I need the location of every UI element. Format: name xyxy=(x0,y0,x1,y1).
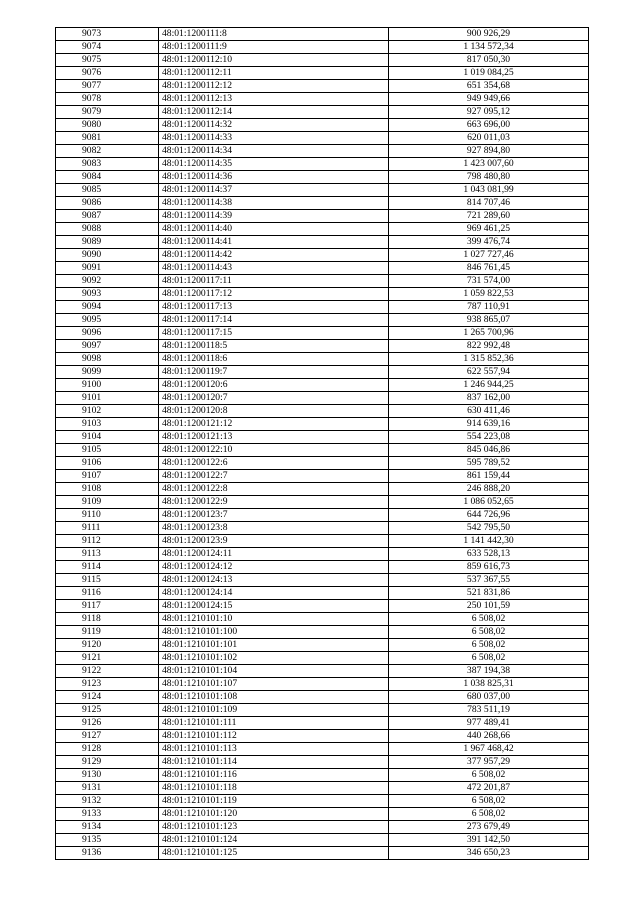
table-row xyxy=(56,327,589,340)
table-row xyxy=(56,197,589,210)
table-row xyxy=(56,158,589,171)
cadastral-number-cell: 48:01:1200123:9 xyxy=(159,535,389,548)
table-row xyxy=(56,600,589,613)
cadastral-number-cell: 48:01:1200111:8 xyxy=(159,28,389,41)
row-number-cell: 9120 xyxy=(56,639,159,652)
cadastral-value-cell: 1 315 852,36 xyxy=(389,353,589,366)
row-number-cell: 9111 xyxy=(56,522,159,535)
cadastral-number-cell: 48:01:1200114:41 xyxy=(159,236,389,249)
table-row xyxy=(56,522,589,535)
table-row xyxy=(56,769,589,782)
row-number-cell: 9136 xyxy=(56,847,159,860)
row-number-cell: 9074 xyxy=(56,41,159,54)
cadastral-value-cell: 595 789,52 xyxy=(389,457,589,470)
cadastral-value-cell: 969 461,25 xyxy=(389,223,589,236)
cadastral-number-cell: 48:01:1210101:125 xyxy=(159,847,389,860)
cadastral-number-cell: 48:01:1200124:14 xyxy=(159,587,389,600)
cadastral-value-cell: 630 411,46 xyxy=(389,405,589,418)
cadastral-number-cell: 48:01:1200114:40 xyxy=(159,223,389,236)
cadastral-number-cell: 48:01:1200123:7 xyxy=(159,509,389,522)
row-number-cell: 9076 xyxy=(56,67,159,80)
cadastral-value-cell: 1 038 825,31 xyxy=(389,678,589,691)
row-number-cell: 9115 xyxy=(56,574,159,587)
row-number-cell: 9117 xyxy=(56,600,159,613)
row-number-cell: 9073 xyxy=(56,28,159,41)
row-number-cell: 9092 xyxy=(56,275,159,288)
row-number-cell: 9100 xyxy=(56,379,159,392)
row-number-cell: 9093 xyxy=(56,288,159,301)
cadastral-number-cell: 48:01:1200112:13 xyxy=(159,93,389,106)
cadastral-value-cell: 542 795,50 xyxy=(389,522,589,535)
cadastral-value-cell: 399 476,74 xyxy=(389,236,589,249)
table-row xyxy=(56,535,589,548)
cadastral-value-cell: 783 511,19 xyxy=(389,704,589,717)
row-number-cell: 9087 xyxy=(56,210,159,223)
cadastral-value-cell: 814 707,46 xyxy=(389,197,589,210)
row-number-cell: 9098 xyxy=(56,353,159,366)
table-row xyxy=(56,132,589,145)
row-number-cell: 9126 xyxy=(56,717,159,730)
cadastral-value-cell: 731 574,00 xyxy=(389,275,589,288)
cadastral-number-cell: 48:01:1210101:107 xyxy=(159,678,389,691)
row-number-cell: 9083 xyxy=(56,158,159,171)
table-row xyxy=(56,80,589,93)
row-number-cell: 9102 xyxy=(56,405,159,418)
cadastral-number-cell: 48:01:1210101:102 xyxy=(159,652,389,665)
cadastral-number-cell: 48:01:1210101:114 xyxy=(159,756,389,769)
table-row xyxy=(56,626,589,639)
row-number-cell: 9131 xyxy=(56,782,159,795)
row-number-cell: 9101 xyxy=(56,392,159,405)
cadastral-number-cell: 48:01:1210101:119 xyxy=(159,795,389,808)
table-row xyxy=(56,613,589,626)
row-number-cell: 9080 xyxy=(56,119,159,132)
table-row xyxy=(56,353,589,366)
cadastral-value-cell: 651 354,68 xyxy=(389,80,589,93)
cadastral-value-table xyxy=(55,27,589,860)
table-row xyxy=(56,171,589,184)
cadastral-value-cell: 817 050,30 xyxy=(389,54,589,67)
cadastral-number-cell: 48:01:1200122:8 xyxy=(159,483,389,496)
cadastral-number-cell: 48:01:1200112:14 xyxy=(159,106,389,119)
cadastral-value-cell: 377 957,29 xyxy=(389,756,589,769)
row-number-cell: 9119 xyxy=(56,626,159,639)
cadastral-value-cell: 1 019 084,25 xyxy=(389,67,589,80)
cadastral-number-cell: 48:01:1200124:11 xyxy=(159,548,389,561)
table-row xyxy=(56,483,589,496)
cadastral-number-cell: 48:01:1200114:42 xyxy=(159,249,389,262)
cadastral-number-cell: 48:01:1210101:104 xyxy=(159,665,389,678)
cadastral-number-cell: 48:01:1210101:123 xyxy=(159,821,389,834)
table-row xyxy=(56,366,589,379)
row-number-cell: 9110 xyxy=(56,509,159,522)
cadastral-value-cell: 391 142,50 xyxy=(389,834,589,847)
cadastral-value-cell: 663 696,00 xyxy=(389,119,589,132)
cadastral-number-cell: 48:01:1200122:9 xyxy=(159,496,389,509)
cadastral-number-cell: 48:01:1200124:13 xyxy=(159,574,389,587)
row-number-cell: 9112 xyxy=(56,535,159,548)
table-row xyxy=(56,392,589,405)
row-number-cell: 9107 xyxy=(56,470,159,483)
row-number-cell: 9130 xyxy=(56,769,159,782)
table-row xyxy=(56,717,589,730)
cadastral-value-cell: 822 992,48 xyxy=(389,340,589,353)
row-number-cell: 9114 xyxy=(56,561,159,574)
cadastral-value-cell: 900 926,29 xyxy=(389,28,589,41)
table-row xyxy=(56,210,589,223)
cadastral-number-cell: 48:01:1200114:39 xyxy=(159,210,389,223)
row-number-cell: 9104 xyxy=(56,431,159,444)
cadastral-number-cell: 48:01:1200117:12 xyxy=(159,288,389,301)
cadastral-value-cell: 845 046,86 xyxy=(389,444,589,457)
cadastral-value-cell: 1 141 442,30 xyxy=(389,535,589,548)
row-number-cell: 9077 xyxy=(56,80,159,93)
table-row xyxy=(56,119,589,132)
row-number-cell: 9124 xyxy=(56,691,159,704)
cadastral-number-cell: 48:01:1210101:118 xyxy=(159,782,389,795)
cadastral-number-cell: 48:01:1200117:13 xyxy=(159,301,389,314)
cadastral-number-cell: 48:01:1200114:32 xyxy=(159,119,389,132)
table-row xyxy=(56,587,589,600)
table-row xyxy=(56,405,589,418)
cadastral-number-cell: 48:01:1210101:101 xyxy=(159,639,389,652)
table-row xyxy=(56,223,589,236)
table-row xyxy=(56,808,589,821)
cadastral-value-cell: 859 616,73 xyxy=(389,561,589,574)
table-row xyxy=(56,249,589,262)
table-row xyxy=(56,444,589,457)
row-number-cell: 9084 xyxy=(56,171,159,184)
cadastral-value-cell: 1 027 727,46 xyxy=(389,249,589,262)
row-number-cell: 9116 xyxy=(56,587,159,600)
table-row xyxy=(56,561,589,574)
table-row xyxy=(56,847,589,860)
row-number-cell: 9099 xyxy=(56,366,159,379)
table-row xyxy=(56,28,589,41)
cadastral-value-cell: 1 265 700,96 xyxy=(389,327,589,340)
cadastral-value-cell: 6 508,02 xyxy=(389,795,589,808)
table-row xyxy=(56,821,589,834)
cadastral-number-cell: 48:01:1200114:35 xyxy=(159,158,389,171)
table-row xyxy=(56,665,589,678)
cadastral-value-cell: 554 223,08 xyxy=(389,431,589,444)
table-row xyxy=(56,93,589,106)
cadastral-number-cell: 48:01:1210101:116 xyxy=(159,769,389,782)
cadastral-number-cell: 48:01:1200118:6 xyxy=(159,353,389,366)
table-row xyxy=(56,782,589,795)
table-row xyxy=(56,275,589,288)
table-row xyxy=(56,795,589,808)
cadastral-number-cell: 48:01:1200124:12 xyxy=(159,561,389,574)
cadastral-number-cell: 48:01:1200124:15 xyxy=(159,600,389,613)
table-row xyxy=(56,431,589,444)
table-row xyxy=(56,379,589,392)
cadastral-number-cell: 48:01:1200114:37 xyxy=(159,184,389,197)
cadastral-number-cell: 48:01:1210101:112 xyxy=(159,730,389,743)
table-row xyxy=(56,691,589,704)
table-body xyxy=(56,28,589,860)
row-number-cell: 9129 xyxy=(56,756,159,769)
cadastral-number-cell: 48:01:1200117:15 xyxy=(159,327,389,340)
cadastral-value-cell: 537 367,55 xyxy=(389,574,589,587)
row-number-cell: 9079 xyxy=(56,106,159,119)
cadastral-value-cell: 914 639,16 xyxy=(389,418,589,431)
cadastral-value-cell: 837 162,00 xyxy=(389,392,589,405)
cadastral-number-cell: 48:01:1200112:10 xyxy=(159,54,389,67)
table-row xyxy=(56,756,589,769)
cadastral-value-cell: 798 480,80 xyxy=(389,171,589,184)
row-number-cell: 9109 xyxy=(56,496,159,509)
cadastral-value-cell: 787 110,91 xyxy=(389,301,589,314)
cadastral-value-cell: 440 268,66 xyxy=(389,730,589,743)
cadastral-value-cell: 1 086 052,65 xyxy=(389,496,589,509)
table-row xyxy=(56,704,589,717)
table-row xyxy=(56,639,589,652)
cadastral-number-cell: 48:01:1200121:12 xyxy=(159,418,389,431)
row-number-cell: 9134 xyxy=(56,821,159,834)
table-row xyxy=(56,457,589,470)
cadastral-value-cell: 346 650,23 xyxy=(389,847,589,860)
table-row xyxy=(56,67,589,80)
cadastral-number-cell: 48:01:1200114:38 xyxy=(159,197,389,210)
cadastral-number-cell: 48:01:1210101:113 xyxy=(159,743,389,756)
row-number-cell: 9128 xyxy=(56,743,159,756)
cadastral-value-cell: 620 011,03 xyxy=(389,132,589,145)
row-number-cell: 9133 xyxy=(56,808,159,821)
row-number-cell: 9096 xyxy=(56,327,159,340)
table-row xyxy=(56,743,589,756)
row-number-cell: 9081 xyxy=(56,132,159,145)
row-number-cell: 9090 xyxy=(56,249,159,262)
cadastral-number-cell: 48:01:1200111:9 xyxy=(159,41,389,54)
table-row xyxy=(56,262,589,275)
cadastral-number-cell: 48:01:1200114:34 xyxy=(159,145,389,158)
cadastral-value-cell: 1 423 007,60 xyxy=(389,158,589,171)
cadastral-value-cell: 273 679,49 xyxy=(389,821,589,834)
cadastral-value-cell: 949 949,66 xyxy=(389,93,589,106)
cadastral-number-cell: 48:01:1210101:124 xyxy=(159,834,389,847)
row-number-cell: 9097 xyxy=(56,340,159,353)
cadastral-number-cell: 48:01:1200114:36 xyxy=(159,171,389,184)
row-number-cell: 9075 xyxy=(56,54,159,67)
cadastral-value-cell: 250 101,59 xyxy=(389,600,589,613)
cadastral-value-cell: 938 865,07 xyxy=(389,314,589,327)
table-row xyxy=(56,145,589,158)
table-row xyxy=(56,470,589,483)
cadastral-number-cell: 48:01:1200112:12 xyxy=(159,80,389,93)
row-number-cell: 9091 xyxy=(56,262,159,275)
cadastral-value-cell: 387 194,38 xyxy=(389,665,589,678)
table-row xyxy=(56,184,589,197)
cadastral-value-cell: 633 528,13 xyxy=(389,548,589,561)
row-number-cell: 9132 xyxy=(56,795,159,808)
cadastral-number-cell: 48:01:1200120:7 xyxy=(159,392,389,405)
row-number-cell: 9082 xyxy=(56,145,159,158)
cadastral-number-cell: 48:01:1210101:109 xyxy=(159,704,389,717)
row-number-cell: 9135 xyxy=(56,834,159,847)
cadastral-number-cell: 48:01:1200121:13 xyxy=(159,431,389,444)
table-row xyxy=(56,106,589,119)
cadastral-value-cell: 680 037,00 xyxy=(389,691,589,704)
row-number-cell: 9125 xyxy=(56,704,159,717)
row-number-cell: 9088 xyxy=(56,223,159,236)
cadastral-value-cell: 6 508,02 xyxy=(389,613,589,626)
cadastral-value-cell: 1 043 081,99 xyxy=(389,184,589,197)
table-row xyxy=(56,509,589,522)
row-number-cell: 9108 xyxy=(56,483,159,496)
cadastral-value-cell: 977 489,41 xyxy=(389,717,589,730)
table-row xyxy=(56,314,589,327)
cadastral-number-cell: 48:01:1200123:8 xyxy=(159,522,389,535)
cadastral-value-cell: 846 761,45 xyxy=(389,262,589,275)
row-number-cell: 9089 xyxy=(56,236,159,249)
cadastral-number-cell: 48:01:1210101:108 xyxy=(159,691,389,704)
cadastral-number-cell: 48:01:1210101:10 xyxy=(159,613,389,626)
cadastral-number-cell: 48:01:1200122:6 xyxy=(159,457,389,470)
table-row xyxy=(56,418,589,431)
table-row xyxy=(56,574,589,587)
cadastral-number-cell: 48:01:1200118:5 xyxy=(159,340,389,353)
row-number-cell: 9094 xyxy=(56,301,159,314)
cadastral-value-cell: 927 894,80 xyxy=(389,145,589,158)
cadastral-number-cell: 48:01:1200120:6 xyxy=(159,379,389,392)
row-number-cell: 9127 xyxy=(56,730,159,743)
table-row xyxy=(56,288,589,301)
table-row xyxy=(56,54,589,67)
row-number-cell: 9118 xyxy=(56,613,159,626)
cadastral-value-cell: 472 201,87 xyxy=(389,782,589,795)
cadastral-number-cell: 48:01:1200120:8 xyxy=(159,405,389,418)
cadastral-number-cell: 48:01:1200117:14 xyxy=(159,314,389,327)
cadastral-value-cell: 1 246 944,25 xyxy=(389,379,589,392)
row-number-cell: 9113 xyxy=(56,548,159,561)
cadastral-value-cell: 1 967 468,42 xyxy=(389,743,589,756)
cadastral-value-cell: 721 289,60 xyxy=(389,210,589,223)
cadastral-value-cell: 6 508,02 xyxy=(389,769,589,782)
cadastral-number-cell: 48:01:1200112:11 xyxy=(159,67,389,80)
cadastral-value-cell: 1 059 822,53 xyxy=(389,288,589,301)
cadastral-number-cell: 48:01:1200122:7 xyxy=(159,470,389,483)
row-number-cell: 9085 xyxy=(56,184,159,197)
cadastral-number-cell: 48:01:1200114:43 xyxy=(159,262,389,275)
row-number-cell: 9105 xyxy=(56,444,159,457)
table-row xyxy=(56,41,589,54)
table-row xyxy=(56,301,589,314)
cadastral-value-cell: 622 557,94 xyxy=(389,366,589,379)
cadastral-value-cell: 521 831,86 xyxy=(389,587,589,600)
cadastral-number-cell: 48:01:1200119:7 xyxy=(159,366,389,379)
row-number-cell: 9106 xyxy=(56,457,159,470)
cadastral-value-cell: 644 726,96 xyxy=(389,509,589,522)
row-number-cell: 9086 xyxy=(56,197,159,210)
cadastral-value-cell: 6 508,02 xyxy=(389,639,589,652)
table-row xyxy=(56,834,589,847)
table-row xyxy=(56,730,589,743)
cadastral-value-cell: 927 095,12 xyxy=(389,106,589,119)
table-row xyxy=(56,548,589,561)
cadastral-value-cell: 246 888,20 xyxy=(389,483,589,496)
row-number-cell: 9078 xyxy=(56,93,159,106)
table-row xyxy=(56,340,589,353)
cadastral-number-cell: 48:01:1210101:100 xyxy=(159,626,389,639)
row-number-cell: 9123 xyxy=(56,678,159,691)
table-row xyxy=(56,678,589,691)
table-row xyxy=(56,236,589,249)
row-number-cell: 9095 xyxy=(56,314,159,327)
cadastral-number-cell: 48:01:1200122:10 xyxy=(159,444,389,457)
cadastral-value-cell: 861 159,44 xyxy=(389,470,589,483)
cadastral-number-cell: 48:01:1210101:111 xyxy=(159,717,389,730)
cadastral-number-cell: 48:01:1200117:11 xyxy=(159,275,389,288)
row-number-cell: 9122 xyxy=(56,665,159,678)
row-number-cell: 9121 xyxy=(56,652,159,665)
cadastral-value-cell: 6 508,02 xyxy=(389,626,589,639)
table-row xyxy=(56,496,589,509)
row-number-cell: 9103 xyxy=(56,418,159,431)
cadastral-number-cell: 48:01:1200114:33 xyxy=(159,132,389,145)
cadastral-number-cell: 48:01:1210101:120 xyxy=(159,808,389,821)
table-row xyxy=(56,652,589,665)
cadastral-value-cell: 1 134 572,34 xyxy=(389,41,589,54)
cadastral-value-cell: 6 508,02 xyxy=(389,808,589,821)
cadastral-value-cell: 6 508,02 xyxy=(389,652,589,665)
